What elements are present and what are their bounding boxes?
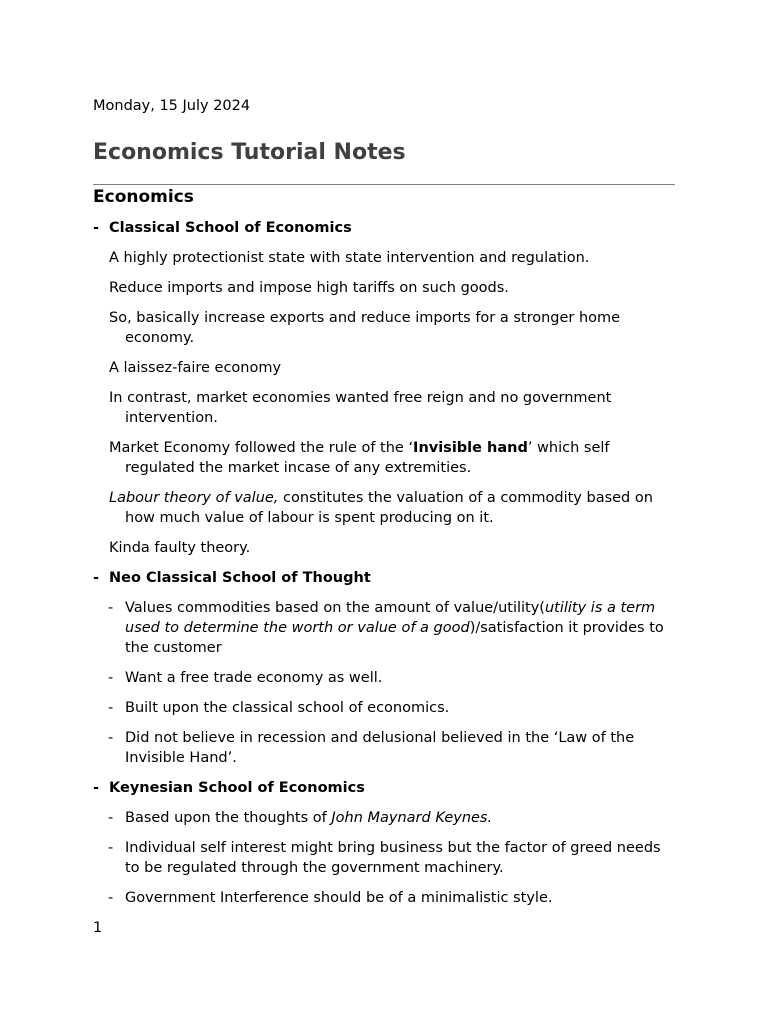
- list-item: [93, 668, 675, 688]
- list-item: [93, 698, 675, 718]
- document-page: [93, 96, 675, 908]
- page-number: 1: [93, 920, 103, 936]
- list-dash: -: [108, 700, 114, 716]
- classical-paragraph-5: In contrast, market economies wanted free reign and no government intervention.: [109, 390, 612, 426]
- list-item-text: Want a free trade economy as well.: [125, 670, 383, 686]
- neoclassical-school-heading-text: Neo Classical School of Thought: [109, 570, 371, 586]
- list-item: [93, 808, 675, 828]
- list-dash: -: [93, 220, 100, 236]
- list-dash: -: [108, 890, 114, 906]
- list-dash: -: [93, 780, 100, 796]
- classical-paragraph-1: A highly protectionist state with state intervention and regulation.: [109, 250, 590, 266]
- classical-school-heading: [93, 218, 675, 238]
- list-item-text: Did not believe in recession and delusional believed in the ‘Law of the Invisible Hand’.: [125, 730, 635, 766]
- b1-text-before: Based upon the thoughts of: [125, 810, 332, 826]
- p6-text-after: ’ which self regulated the market incase of any extremities.: [125, 440, 610, 476]
- list-item: [93, 598, 675, 658]
- list-dash: -: [108, 670, 114, 686]
- keynesian-school-heading: [93, 778, 675, 798]
- list-dash: -: [108, 730, 114, 746]
- keynesian-school-heading-text: Keynesian School of Economics: [109, 780, 365, 796]
- classical-school-heading-text: Classical School of Economics: [109, 220, 352, 236]
- keynes-name: John Maynard Keynes.: [331, 810, 493, 826]
- list-item: [93, 728, 675, 768]
- section-heading: Economics: [93, 187, 194, 207]
- document-title: Economics Tutorial Notes: [93, 140, 406, 165]
- classical-paragraph-3: So, basically increase exports and reduce imports for a stronger home economy.: [109, 310, 621, 346]
- list-item-text: Government Interference should be of a minimalistic style.: [125, 890, 553, 906]
- neoclassical-school-heading: [93, 568, 675, 588]
- invisible-hand-term: Invisible hand: [413, 440, 528, 456]
- list-item-text: Built upon the classical school of economics.: [125, 700, 450, 716]
- classical-paragraph-8: Kinda faulty theory.: [109, 540, 251, 556]
- document-date: Monday, 15 July 2024: [93, 98, 251, 114]
- classical-paragraph-4: A laissez-faire economy: [109, 360, 282, 376]
- classical-paragraph-7: [93, 488, 675, 528]
- classical-paragraph-2: Reduce imports and impose high tariffs on such goods.: [109, 280, 509, 296]
- p6-text-before: Market Economy followed the rule of the ‘: [109, 440, 414, 456]
- list-dash: -: [108, 810, 114, 826]
- list-item: [93, 838, 675, 878]
- classical-paragraph-6: [93, 438, 675, 478]
- labour-theory-term: Labour theory of value,: [109, 490, 279, 506]
- b1-text-after: )/satisfaction it provides to the customer: [125, 620, 664, 656]
- list-dash: -: [108, 600, 114, 616]
- b1-text-before: Values commodities based on the amount of value/utility(: [125, 600, 545, 616]
- utility-definition: utility is a term used to determine the worth or value of a good: [125, 600, 656, 636]
- list-dash: -: [108, 840, 114, 856]
- list-item-text: Individual self interest might bring business but the factor of greed needs to be regulated through the government machinery.: [125, 840, 661, 876]
- list-dash: -: [93, 570, 100, 586]
- list-item: [93, 888, 675, 908]
- p7-text-rest: constitutes the valuation of a commodity based on how much value of labour is spent producing on it.: [125, 490, 653, 526]
